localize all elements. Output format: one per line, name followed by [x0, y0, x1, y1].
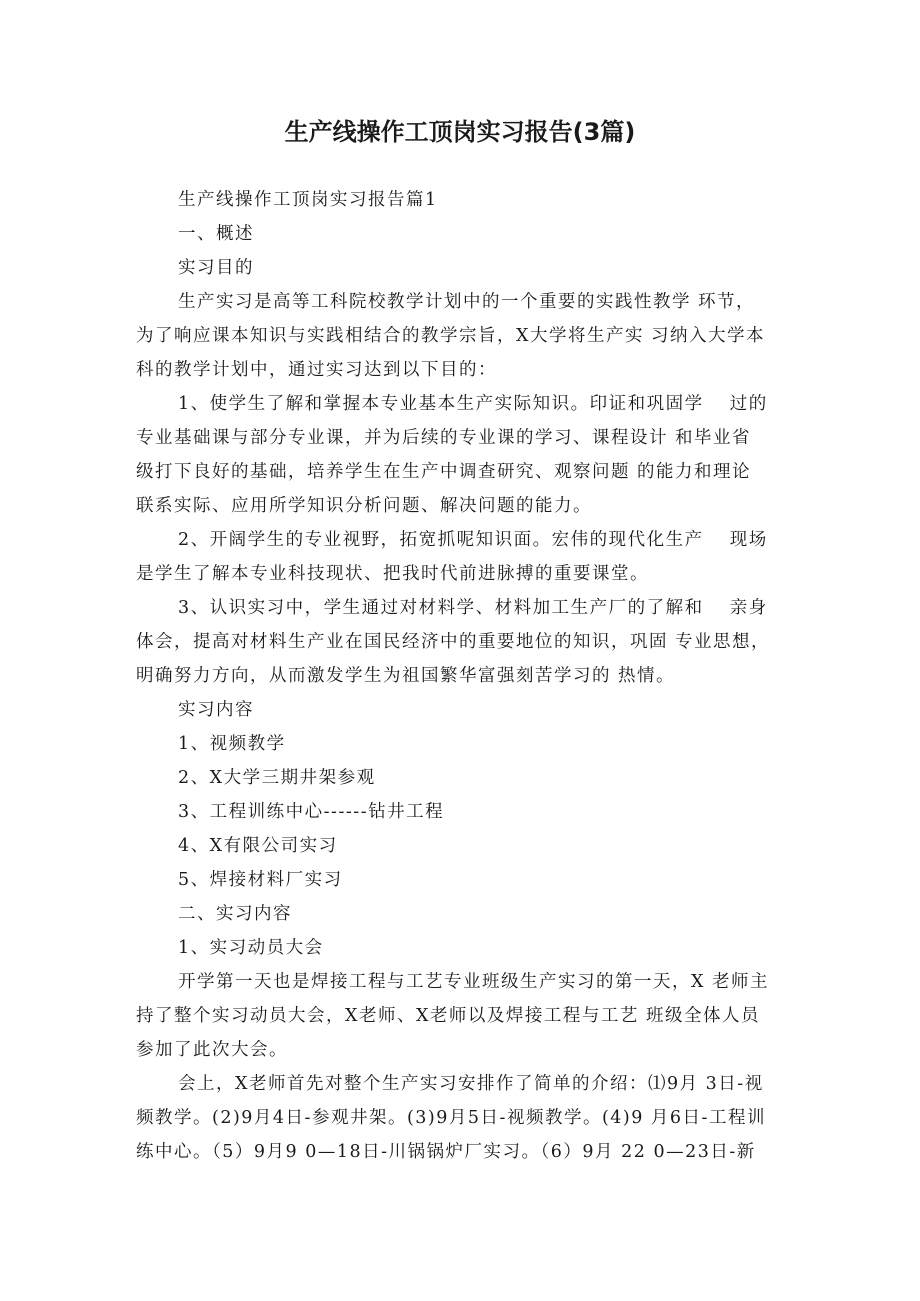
text-line: 实习内容 [178, 700, 254, 720]
text-line: 二、实习内容 [178, 904, 292, 924]
text-line: 生产实习是高等工科院校教学计划中的一个重要的实践性教学 环节， [178, 292, 756, 312]
text-line: 体会，提高对材料生产业在国民经济中的重要地位的知识，巩固 专业思想， [136, 632, 771, 652]
text-line: 专业基础课与部分专业课，并为后续的专业课的学习、课程设计 和毕业省 [136, 428, 752, 448]
text-line: 开学第一天也是焊接工程与工艺专业班级生产实习的第一天，X 老师主 [178, 972, 770, 992]
text-line: 2、开阔学生的专业视野，拓宽抓呢知识面。宏伟的现代化生产 现场 [178, 530, 768, 550]
text-line: 5、焊接材料厂实习 [178, 870, 343, 890]
text-line: 1、视频教学 [178, 734, 286, 754]
text-line: 练中心。（5）9月9 0—18日-川锅锅炉厂实习。（6）9月 22 0—23日-新 [136, 1142, 756, 1162]
text-line: 联系实际、应用所学知识分析问题、解决问题的能力。 [136, 496, 592, 516]
text-line: 频教学。(2)9月4日-参观井架。(3)9月5日-视频教学。(4)9 月6日-工程训 [136, 1108, 766, 1128]
text-line: 持了整个实习动员大会，X老师、X老师以及焊接工程与工艺 班级全体人员 [136, 1006, 760, 1026]
text-line: 1、实习动员大会 [178, 938, 324, 958]
text-line: 为了响应课本知识与实践相结合的教学宗旨，X大学将生产实 习纳入大学本 [136, 326, 766, 346]
text-line: 一、概述 [178, 224, 254, 244]
text-line: 1、使学生了解和掌握本专业基本生产实际知识。印证和巩固学 过的 [178, 394, 768, 414]
document-title: 生产线操作工顶岗实习报告(3篇) [284, 118, 636, 146]
text-line: 明确努力方向，从而激发学生为祖国繁华富强刻苦学习的 热情。 [136, 666, 676, 686]
text-line: 4、X有限公司实习 [178, 836, 338, 856]
text-line: 3、认识实习中，学生通过对材料学、材料加工生产厂的了解和 亲身 [178, 598, 768, 618]
text-line: 会上，X老师首先对整个生产实习安排作了简单的介绍：⑴9月 3日-视 [178, 1074, 764, 1094]
text-line: 是学生了解本专业科技现状、把我时代前进脉搏的重要课堂。 [136, 564, 649, 584]
text-line: 2、X大学三期井架参观 [178, 768, 376, 788]
text-line: 科的教学计划中，通过实习达到以下目的： [136, 360, 497, 380]
text-line: 级打下良好的基础，培养学生在生产中调查研究、观察问题 的能力和理论 [136, 462, 752, 482]
text-line: 生产线操作工顶岗实习报告篇1 [178, 190, 438, 210]
text-line: 参加了此次大会。 [136, 1040, 288, 1060]
text-line: 3、工程训练中心------钻井工程 [178, 802, 445, 822]
document-body [136, 183, 796, 1169]
text-line: 实习目的 [178, 258, 254, 278]
